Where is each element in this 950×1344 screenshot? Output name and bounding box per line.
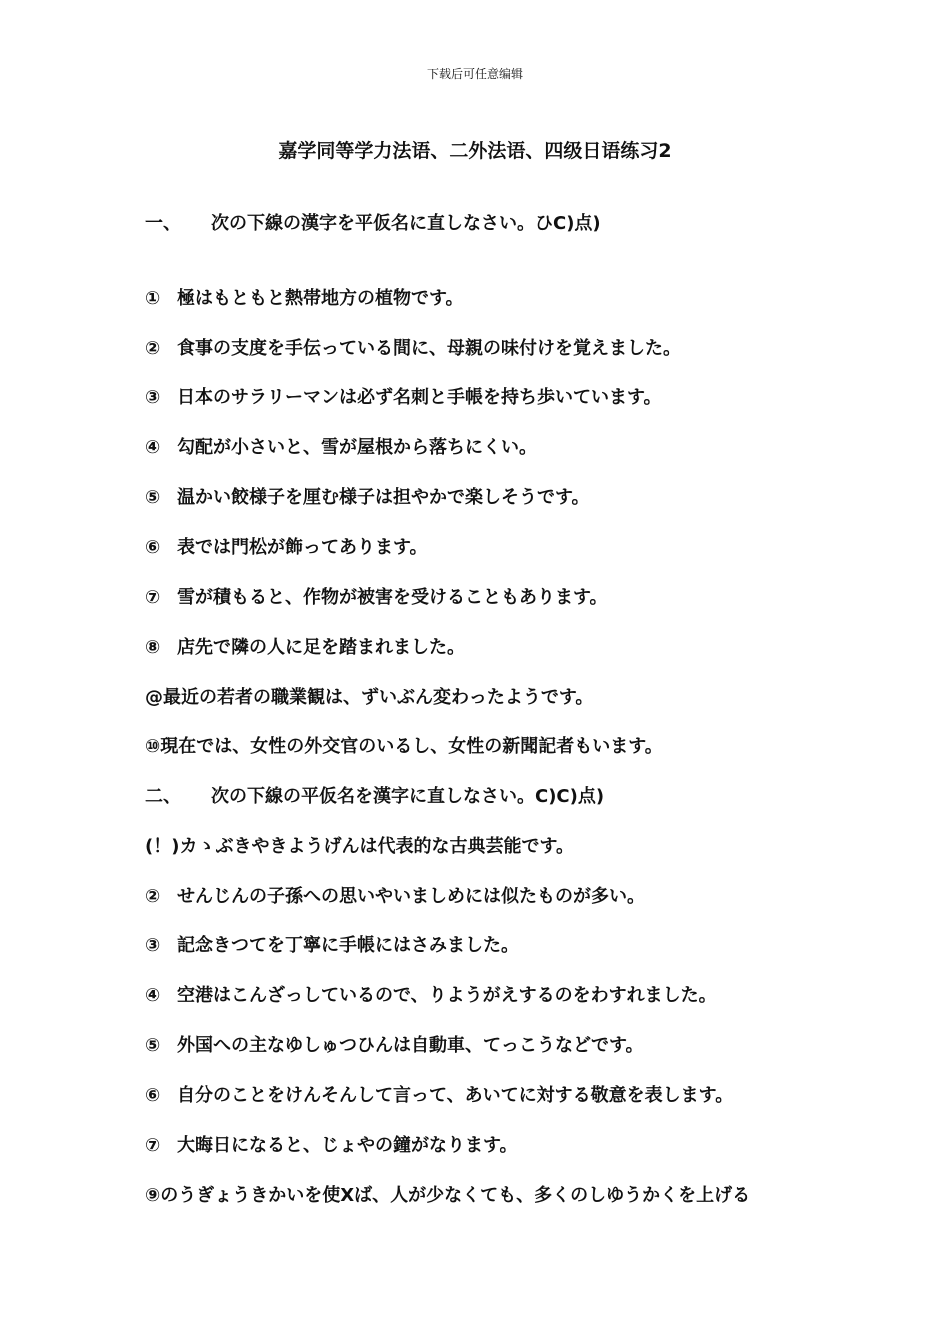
item-number: ⑩ bbox=[145, 736, 161, 757]
item-text: 外国への主なゆしゅつひんは自動車、てっこうなどです。 bbox=[177, 1035, 644, 1056]
item-text: 勾配が小さいと、雪が屋根から落ちにくい。 bbox=[177, 437, 537, 458]
item-text: 極はもともと熱帯地方の植物です。 bbox=[177, 288, 464, 309]
item-text: 自分のことをけんそんして言って、あいてに対する敬意を表します。 bbox=[177, 1085, 734, 1106]
list-item bbox=[145, 287, 845, 311]
list-item bbox=[145, 735, 845, 759]
section1-heading-text: 次の下線の漢字を平仮名に直しなさい。ひC)点) bbox=[211, 213, 601, 234]
item-number: ⑤ bbox=[145, 487, 161, 508]
item-text: のうぎょうきかいを使Xば、人が少なくても、多くのしゆうかくを上げる bbox=[160, 1185, 751, 1206]
list-item bbox=[145, 1034, 845, 1058]
item-number: ⑦ bbox=[145, 587, 161, 608]
list-item bbox=[145, 386, 845, 410]
item-text: せんじんの子孫への思いやいましめには似たものが多い。 bbox=[177, 886, 645, 907]
list-item bbox=[145, 436, 845, 460]
item-text: 店先で隣の人に足を踏まれました。 bbox=[177, 637, 465, 658]
list-item bbox=[145, 1134, 845, 1158]
list-item bbox=[145, 337, 845, 361]
item-number: (！) bbox=[145, 836, 180, 857]
item-text: 最近の若者の職業観は、ずいぶん変わったようです。 bbox=[163, 687, 594, 708]
section2-heading-mark: 二、 bbox=[145, 786, 181, 807]
item-number: ⑥ bbox=[145, 537, 161, 558]
item-number: ③ bbox=[145, 935, 161, 956]
section2-heading bbox=[145, 785, 845, 809]
list-item bbox=[145, 586, 845, 610]
list-item bbox=[145, 486, 845, 510]
section2-heading-text: 次の下線の平仮名を漢字に直しなさい。C)C)点) bbox=[211, 786, 605, 807]
item-text: 空港はこんざっしているので、りようがえするのをわすれました。 bbox=[177, 985, 717, 1006]
item-number: ① bbox=[145, 288, 161, 309]
item-number: ④ bbox=[145, 985, 161, 1006]
item-text: カゝぶきやきようげんは代表的な古典芸能です。 bbox=[179, 836, 575, 857]
header-note: 下载后可任意编辑 bbox=[426, 67, 523, 81]
item-number: ② bbox=[145, 338, 161, 359]
item-number: @ bbox=[145, 687, 163, 708]
item-number: ② bbox=[145, 886, 161, 907]
section1-heading bbox=[145, 212, 845, 236]
item-number: ⑧ bbox=[145, 637, 161, 658]
item-number: ③ bbox=[145, 387, 161, 408]
item-number: ④ bbox=[145, 437, 161, 458]
item-text: 現在では、女性の外交官のいるし、女性の新聞記者もいます。 bbox=[160, 736, 663, 757]
item-text: 記念きつてを丁寧に手帳にはさみました。 bbox=[177, 935, 519, 956]
list-item bbox=[145, 934, 845, 958]
list-item bbox=[145, 885, 845, 909]
item-text: 食事の支度を手伝っている間に、母親の味付けを覚えました。 bbox=[177, 338, 681, 359]
list-item bbox=[145, 636, 845, 660]
list-item bbox=[145, 686, 845, 710]
item-number: ⑥ bbox=[145, 1085, 161, 1106]
item-text: 温かい餃様子を厘む様子は担やかで楽しそうです。 bbox=[177, 487, 590, 508]
item-text: 大晦日になると、じょやの鐘がなります。 bbox=[177, 1135, 518, 1156]
list-item bbox=[145, 835, 845, 859]
list-item bbox=[145, 536, 845, 560]
item-text: 雪が積もると、作物が被害を受けることもあります。 bbox=[177, 587, 608, 608]
section1-heading-mark: 一、 bbox=[145, 213, 181, 234]
item-text: 日本のサラリーマンは必ず名刺と手帳を持ち歩いています。 bbox=[177, 387, 662, 408]
item-text: 表では門松が飾ってあります。 bbox=[177, 537, 428, 558]
list-item bbox=[145, 1184, 845, 1208]
document-title: 嘉学同等学力法语、二外法语、四级日语练习2 bbox=[278, 140, 672, 162]
list-item bbox=[145, 1084, 845, 1108]
item-number: ⑤ bbox=[145, 1035, 161, 1056]
list-item bbox=[145, 984, 845, 1008]
item-number: ⑦ bbox=[145, 1135, 161, 1156]
item-number: ⑨ bbox=[145, 1185, 161, 1206]
